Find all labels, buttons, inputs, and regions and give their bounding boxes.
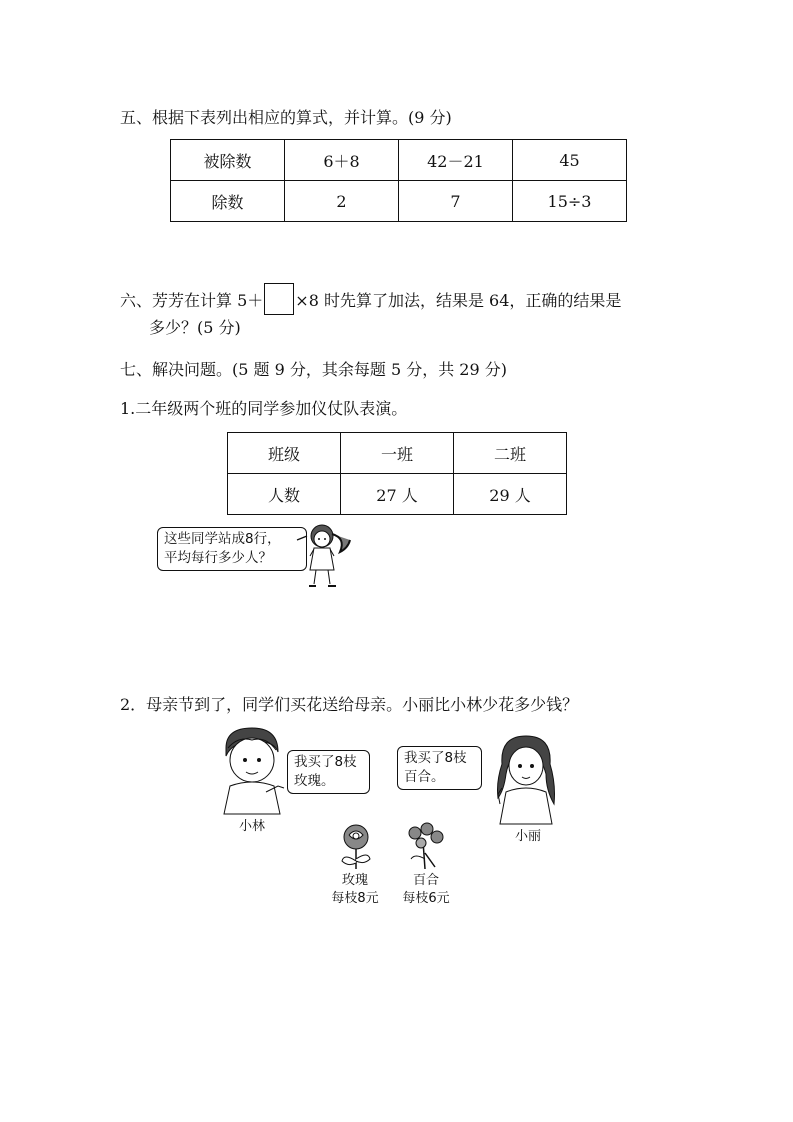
boy-illustration-icon — [218, 726, 288, 814]
boy-speech-bubble — [287, 750, 370, 794]
q5-title: 五、根据下表列出相应的算式，并计算。(9 分) — [120, 108, 452, 127]
q6-line2: 多少？(5 分) — [149, 318, 241, 337]
bubble-line: 玫瑰。 — [294, 773, 335, 789]
table-cell: 班级 — [228, 433, 341, 474]
table-cell: 7 — [399, 181, 513, 222]
bubble-line: 平均每行多少人？ — [164, 550, 272, 566]
table-cell: 一班 — [341, 433, 454, 474]
girl-illustration-icon — [300, 522, 360, 592]
lily-label — [390, 872, 462, 908]
rose-price: 每枝8元 — [331, 891, 379, 906]
table-cell: 45 — [513, 140, 627, 181]
table-cell: 2 — [285, 181, 399, 222]
girl-name: 小丽 — [514, 829, 541, 844]
table-row — [171, 140, 627, 181]
girl-speech-bubble — [397, 746, 482, 790]
lily-price: 每枝6元 — [402, 891, 450, 906]
table-cell: 15÷3 — [513, 181, 627, 222]
q7-p1-table — [227, 432, 567, 515]
table-cell: 29 人 — [454, 474, 567, 515]
rose-icon — [336, 823, 376, 869]
blank-box[interactable] — [264, 283, 294, 315]
rose-name: 玫瑰 — [341, 873, 368, 888]
table-cell: 6＋8 — [285, 140, 399, 181]
bubble-line: 我买了8枝 — [294, 754, 357, 770]
lily-name: 百合 — [412, 873, 439, 888]
bubble-line: 这些同学站成8行， — [164, 531, 281, 547]
table-cell: 人数 — [228, 474, 341, 515]
table-cell: 除数 — [171, 181, 285, 222]
speech-bubble — [157, 527, 307, 571]
lily-icon — [405, 823, 447, 869]
table-row — [228, 433, 567, 474]
q6-line1 — [120, 283, 621, 315]
table-row — [171, 181, 627, 222]
q6-text-part1: 六、芳芳在计算 5＋ — [120, 291, 264, 310]
rose-label — [320, 872, 390, 908]
table-row — [228, 474, 567, 515]
q6-text-part2: ×8 时先算了加法，结果是 64，正确的结果是 — [295, 291, 622, 310]
table-cell: 二班 — [454, 433, 567, 474]
bubble-line: 百合。 — [404, 769, 445, 785]
girl-illustration-icon — [492, 734, 562, 824]
q7-p1-text: 1.二年级两个班的同学参加仪仗队表演。 — [120, 399, 408, 418]
bubble-line: 我买了8枝 — [404, 750, 467, 766]
q5-table — [170, 139, 627, 222]
table-cell: 42－21 — [399, 140, 513, 181]
boy-name: 小林 — [238, 819, 265, 834]
q7-title: 七、解决问题。(5 题 9 分，其余每题 5 分，共 29 分) — [120, 360, 507, 379]
table-cell: 被除数 — [171, 140, 285, 181]
table-cell: 27 人 — [341, 474, 454, 515]
q7-p2-text: 2．母亲节到了，同学们买花送给母亲。小丽比小林少花多少钱？ — [120, 695, 579, 714]
